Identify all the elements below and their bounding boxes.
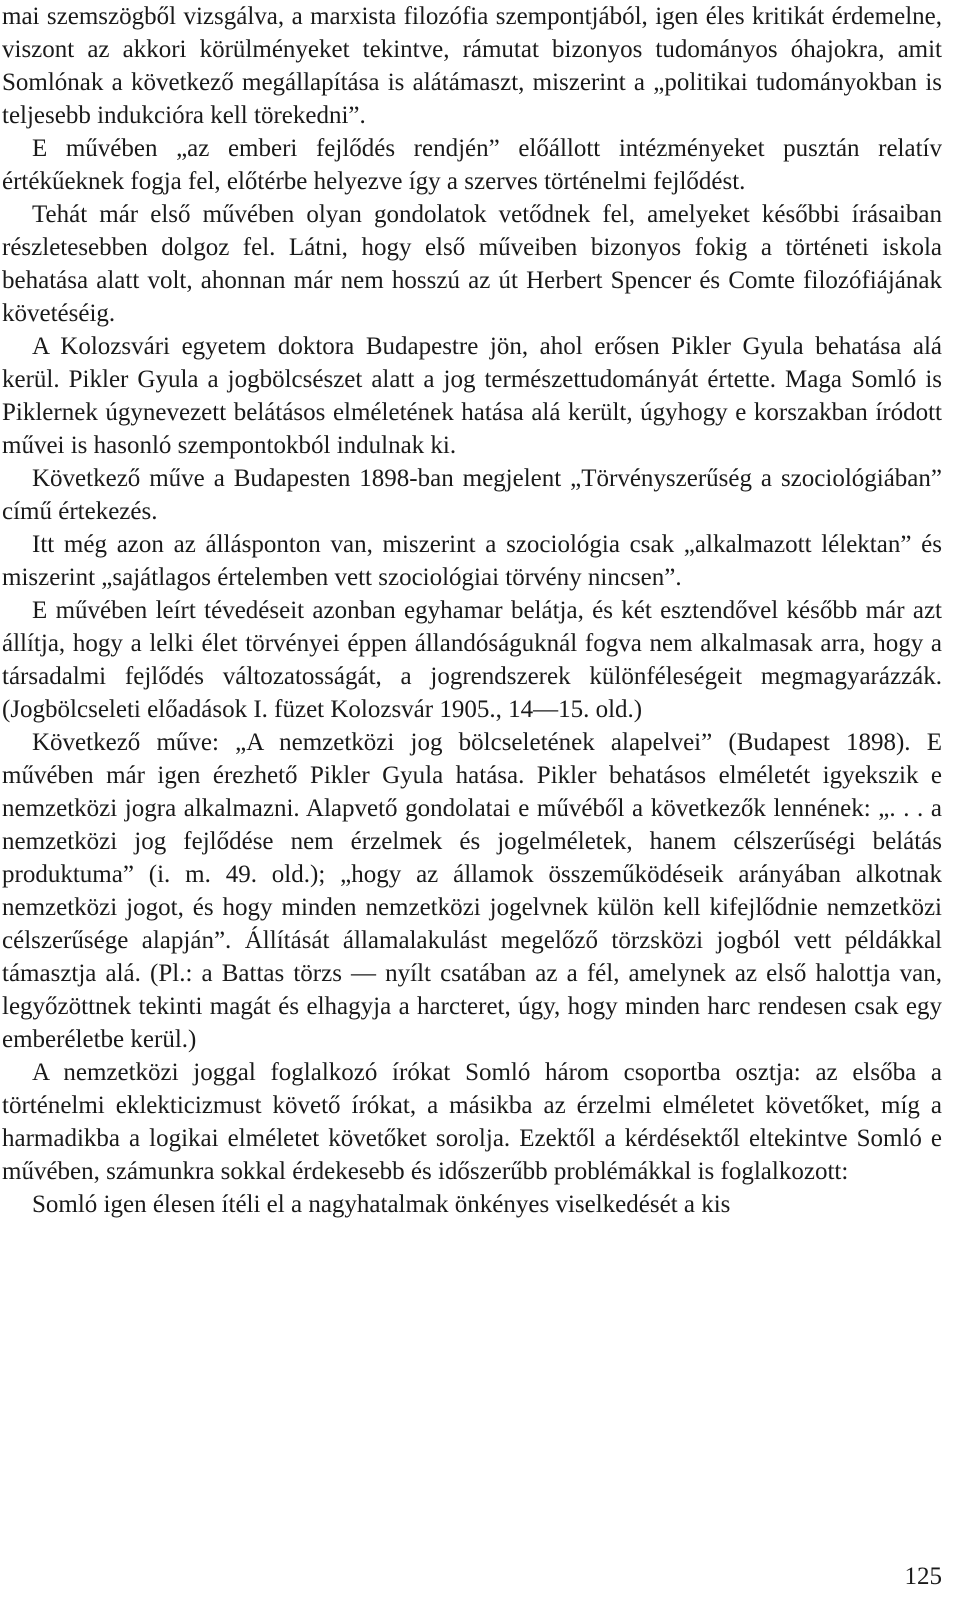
paragraph: E művében leírt tévedéseit azonban egyhamar belátja, és két esztendővel később már azt állítja, hogy a lelki élet törvényei éppen állandóságuknál fogva nem alkalmasak arra, hogy a társadalmi fejlődés változatosságát, a jogrendszerek különféleségeit megmagyarázzák. (Jogbölcseleti előadások I. füzet Kolozsvár 1905., 14—15. old.) (2, 597, 942, 723)
paragraph: A Kolozsvári egyetem doktora Budapestre jön, ahol erősen Pikler Gyula behatása alá kerül. Pikler Gyula a jogbölcsészet alatt a jog természettudományát értette. Maga Somló is Piklernek úgynevezett belátásos elméletének hatása alá került, úgyhogy e korszakban íródott művei is hasonló szempontokból indulnak ki. (2, 333, 942, 459)
paragraph: Következő műve a Budapesten 1898-ban megjelent „Törvényszerűség a szociológiában” című értekezés. (2, 465, 942, 525)
paragraph: Itt még azon az állásponton van, miszerint a szociológia csak „alkalmazott lélektan” és miszerint „sajátlagos értelemben vett szociológiai törvény nincsen”. (2, 531, 942, 591)
paragraph: E művében „az emberi fejlődés rendjén” előállott intézményeket pusztán relatív értékűeknek fogja fel, előtérbe helyezve így a szerves történelmi fejlődést. (2, 135, 942, 195)
paragraph: Somló igen élesen ítéli el a nagyhatalmak önkényes viselkedését a kis (32, 1191, 731, 1218)
paragraph: Következő műve: „A nemzetközi jog bölcseletének alapelvei” (Budapest 1898). E művében már igen érezhető Pikler Gyula hatása. Pikler behatásos elméletét igyekszik e nemzetközi jogra alkalmazni. Alapvető gondolatai e művéből a következők lennének: „. . . a nemzetközi jog fejlődése nem érzelmek és jogelméletek, hanem célszerűségi belátás produktuma” (i. m. 49. old.); „hogy az államok összeműködéseik arányában alkotnak nemzetközi jogot, és hogy minden nemzetközi jogelvnek külön kell kifejlődnie nemzetközi célszerűsége alapján”. Állítását államalakulást megelőző törzsközi jogból vett példákkal támasztja alá. (Pl.: a Battas törzs — nyílt csatában az a fél, amelynek az első halottja van, legyőzöttnek tekinti magát és elhagyja a harcteret, úgy, hogy minden harc rendesen csak egy emberéletbe kerül.) (2, 729, 942, 1053)
page-body (2, 0, 942, 1221)
paragraph: Tehát már első művében olyan gondolatok vetődnek fel, amelyeket későbbi írásaiban részletesebben dolgoz fel. Látni, hogy első műveiben bizonyos fokig a történeti iskola behatása alatt volt, ahonnan már nem hosszú az út Herbert Spencer és Comte filozófiájának követéséig. (2, 201, 942, 327)
page-number: 125 (904, 1563, 942, 1590)
paragraph: A nemzetközi joggal foglalkozó írókat Somló három csoportba osztja: az elsőba a történelmi eklekticizmust követő írókat, a másikba az érzelmi elméletet követőket, míg a harmadikba a logikai elméletet követőket sorolja. Ezektől a kérdésektől eltekintve Somló e művében, számunkra sokkal érdekesebb és időszerűbb problémákkal is foglalkozott: (2, 1059, 942, 1185)
paragraph: mai szemszögből vizsgálva, a marxista filozófia szempontjából, igen éles kritikát érdemelne, viszont az akkori körülményeket tekintve, rámutat bizonyos tudományos óhajokra, amit Somlónak a következő megállapítása is alátámaszt, miszerint a „politikai tudományokban is teljesebb indukcióra kell törekedni”. (2, 3, 942, 129)
